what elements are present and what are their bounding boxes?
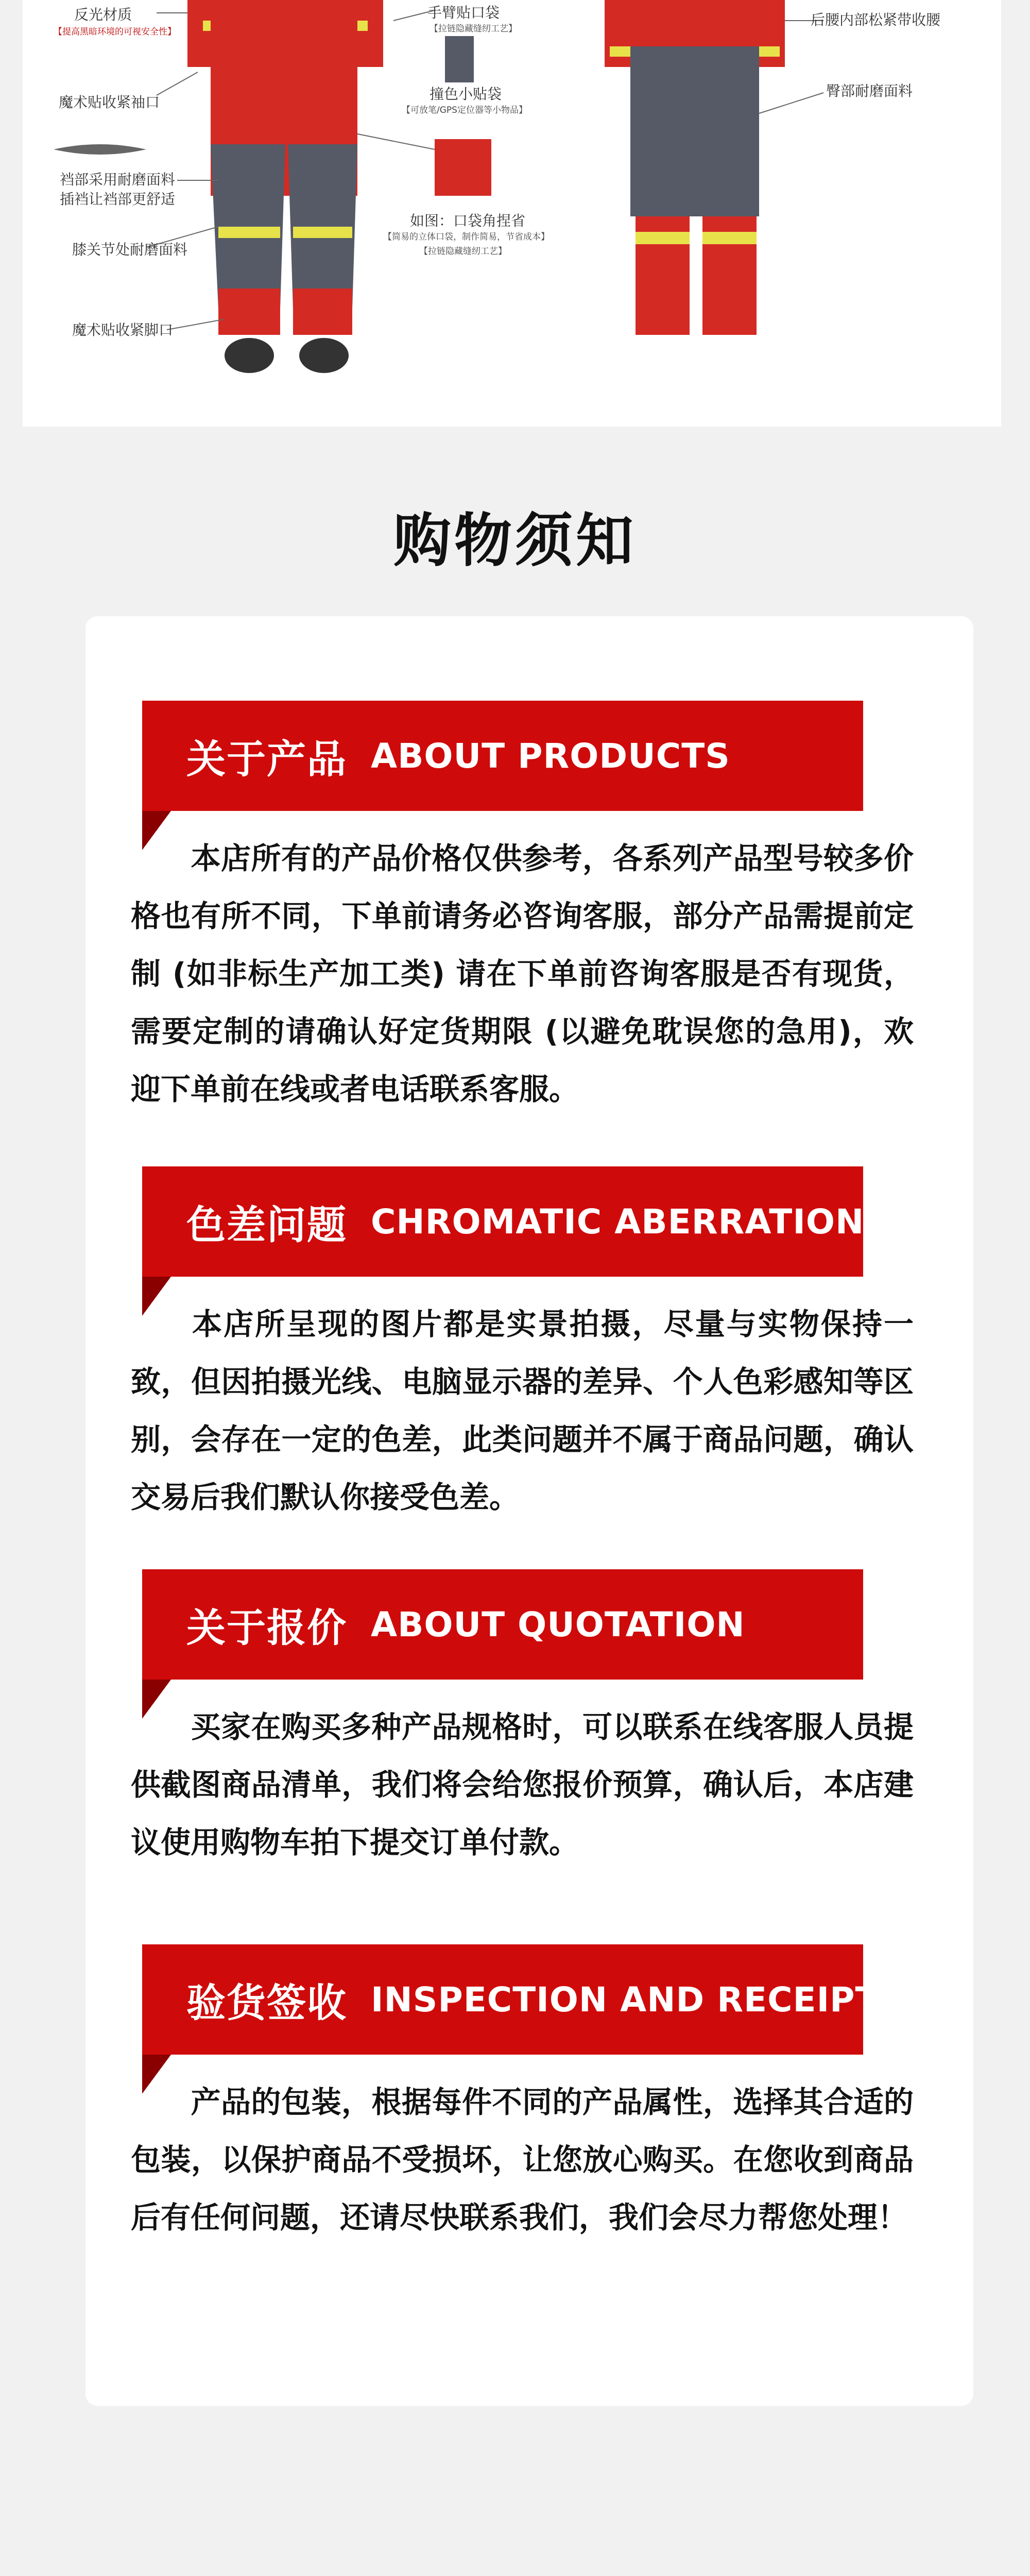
section-title-cn: 色差问题	[186, 1201, 347, 1248]
section-title-cn: 验货签收	[186, 1979, 347, 2026]
section-banner-about-quotation	[142, 1569, 863, 1680]
back-waist-label: 后腰内部松紧带收腰	[811, 11, 941, 28]
section-text: 本店所呈现的图片都是实景拍摄，尽量与实物保持一致，但因拍摄光线、电脑显示器的差异、个人色彩感知等区别，会存在一定的色差，此类问题并不属于商品问题，确认交易后我们默认你接受色差。	[131, 1307, 914, 1515]
section-title-en: ABOUT QUOTATION	[371, 1604, 745, 1645]
section-title-en: CHROMATIC ABERRATION	[371, 1201, 865, 1242]
section-title-en: ABOUT PRODUCTS	[371, 736, 730, 776]
reflective-material-note: 【提高黑暗环境的可视安全性】	[54, 27, 176, 37]
section-text: 本店所有的产品价格仅供参考，各系列产品型号较多价格也有所不同，下单前请务必咨询客服，部分产品需提前定制 (如非标生产加工类) 请在下单前咨询客服是否有现货，需要定制的请确认好定货期限 (以避免耽误您的急用)，欢迎下单前在线或者电话联系客服。	[131, 841, 914, 1107]
zipper-hidden-note: 【拉链隐藏缝纫工艺】	[419, 246, 507, 257]
contrast-pocket-note: 【可放笔/GPS定位器等小物品】	[402, 105, 527, 115]
crotch-insert-label: 插裆让裆部更舒适	[60, 191, 176, 208]
section-banner-about-products	[142, 701, 863, 811]
section-text: 买家在购买多种产品规格时，可以联系在线客服人员提供截图商品清单，我们将会给您报价预算，确认后，本店建议使用购物车拍下提交订单付款。	[131, 1709, 914, 1860]
section-text: 产品的包装，根据每件不同的产品属性，选择其合适的包装，以保护商品不受损坏，让您放心购买。在您收到商品后有任何问题，还请尽快联系我们，我们会尽力帮您处理！	[131, 2084, 914, 2235]
arm-pocket-label: 手臂贴口袋	[427, 4, 500, 21]
crotch-fabric-label: 裆部采用耐磨面料	[60, 171, 176, 188]
reflective-material-label: 反光材质	[74, 6, 132, 23]
section-body-about-products	[131, 829, 914, 1118]
velcro-ankle-label: 魔术贴收紧脚口	[72, 321, 174, 338]
section-banner-chromatic-aberration	[142, 1166, 863, 1277]
front-suit-illustration	[187, 0, 383, 373]
velcro-cuff-label: 魔术贴收紧袖口	[59, 94, 160, 111]
pocket-corner-label: 如图：口袋角捏省	[410, 212, 526, 229]
pocket-corner-note: 【简易的立体口袋，制作简易，节省成本】	[383, 232, 550, 242]
knee-fabric-label: 膝关节处耐磨面料	[72, 241, 188, 258]
back-suit-illustration	[605, 0, 785, 335]
section-title-cn: 关于产品	[186, 736, 347, 782]
arm-pocket-note: 【拉链隐藏缝纫工艺】	[430, 24, 517, 34]
section-body-chromatic-aberration	[131, 1295, 914, 1526]
hip-fabric-label: 臀部耐磨面料	[826, 82, 913, 99]
notice-card	[85, 616, 973, 2406]
contrast-pocket-label: 撞色小贴袋	[430, 86, 502, 103]
section-banner-inspection-receipt	[142, 1944, 879, 2055]
section-body-inspection-receipt	[131, 2073, 914, 2246]
product-figure-card	[23, 0, 1001, 427]
section-title-en: INSPECTION AND RECEIPT	[371, 1979, 879, 2020]
section-title-cn: 关于报价	[186, 1604, 347, 1651]
section-body-about-quotation	[131, 1698, 914, 1871]
shopping-notice-title: 购物须知	[393, 507, 637, 574]
